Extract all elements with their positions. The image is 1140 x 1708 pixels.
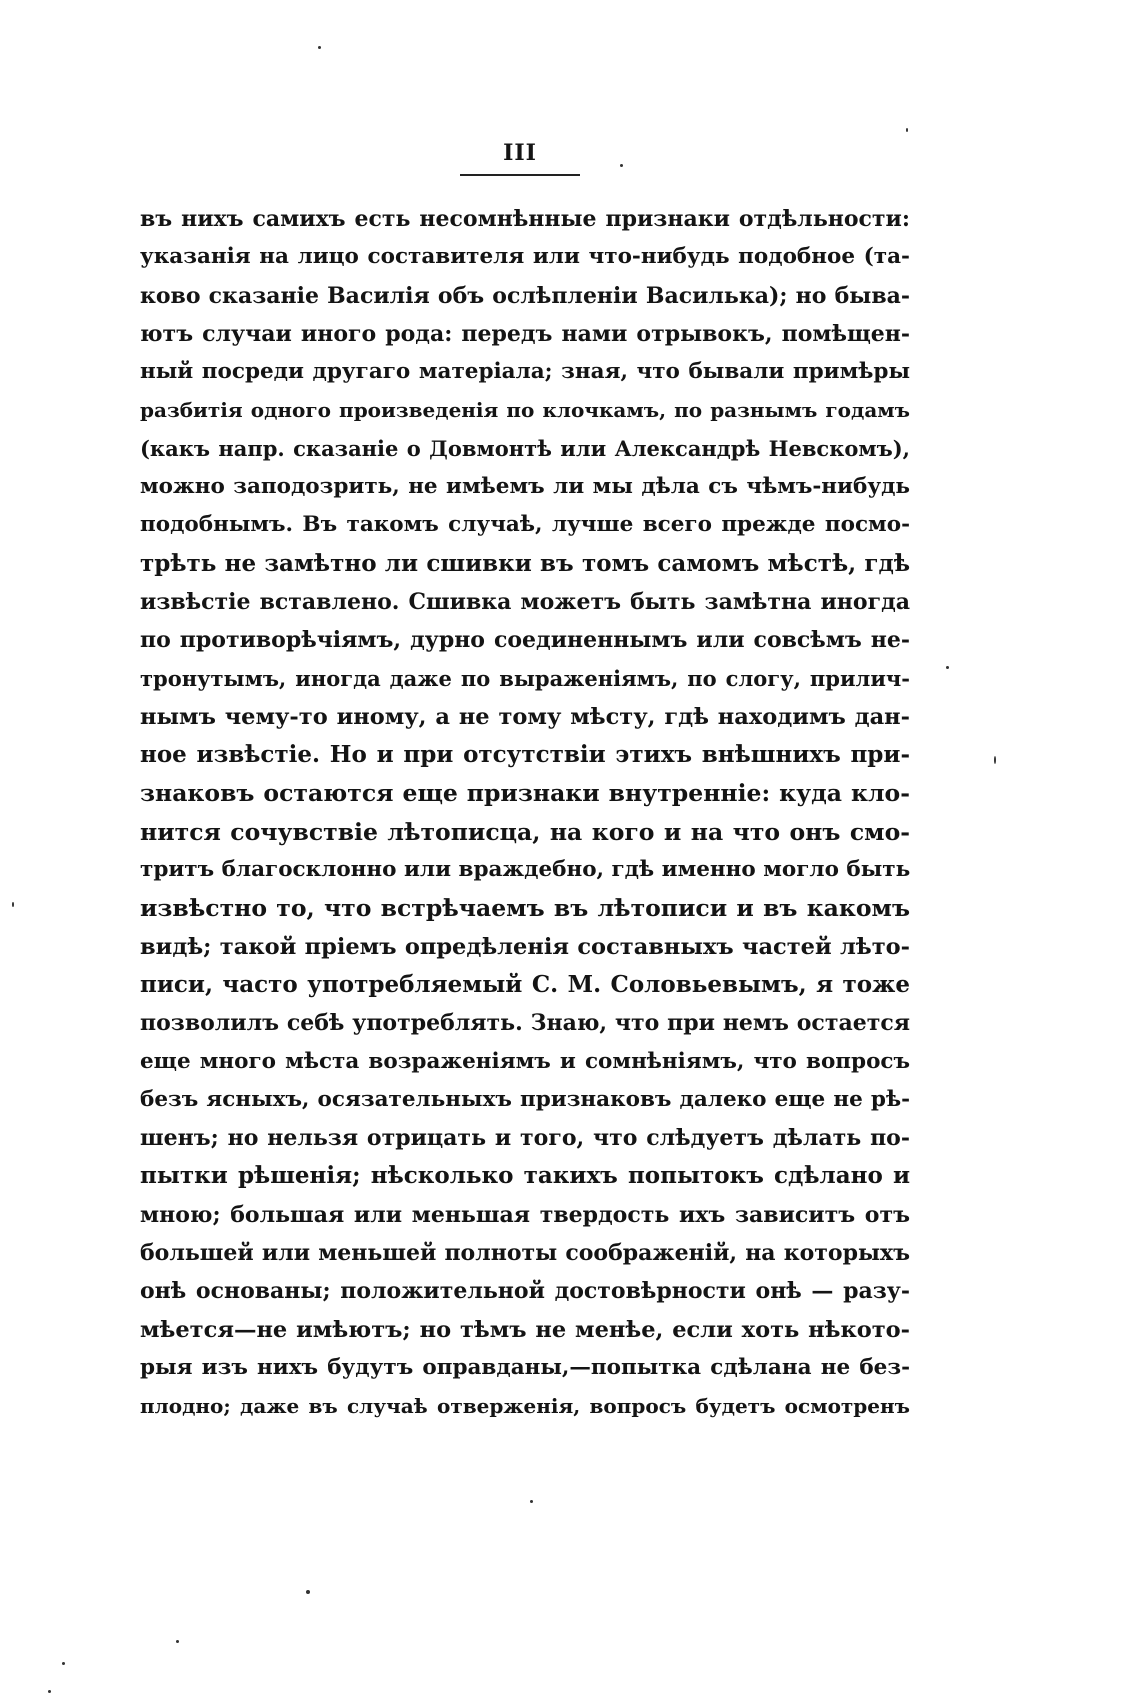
text-line: (какъ напр. сказаніе о Довмонтѣ или Александрѣ Невскомъ), — [140, 435, 910, 461]
body-text — [140, 200, 910, 1426]
text-line: тритъ благосклонно или враждебно, гдѣ именно могло быть — [140, 857, 910, 883]
text-line: большей или меньшей полноты соображеній, на которыхъ — [140, 1240, 910, 1267]
scan-speck — [994, 756, 996, 764]
scan-speck — [906, 128, 908, 132]
text-line: извѣстіе вставлено. Сшивка можетъ быть замѣтна иногда — [140, 588, 910, 615]
scan-speck — [12, 902, 14, 907]
text-line: въ нихъ самихъ есть несомнѣнные признаки отдѣльности: — [140, 206, 910, 232]
text-line: нымъ чему-то иному, а не тому мѣсту, гдѣ находимъ дан- — [140, 703, 910, 730]
text-line: рыя изъ нихъ будутъ оправданы,—попытка сдѣлана не без- — [140, 1354, 910, 1380]
text-line: мѣется—не имѣютъ; но тѣмъ не менѣе, если хоть нѣкото- — [140, 1316, 910, 1343]
text-line: шенъ; но нельзя отрицать и того, что слѣдуетъ дѣлать по- — [140, 1125, 910, 1152]
text-line: ютъ случаи иного рода: передъ нами отрывокъ, помѣщен- — [140, 320, 910, 347]
scan-speck — [306, 1590, 310, 1594]
text-line: еще много мѣста возраженіямъ и сомнѣніямъ, что вопросъ — [140, 1048, 910, 1074]
text-line: видѣ; такой пріемъ опредѣленія составныхъ частей лѣто- — [140, 933, 910, 960]
page-number: III — [503, 140, 537, 166]
text-line: мною; большая или меньшая твердость ихъ зависитъ отъ — [140, 1201, 910, 1228]
scan-speck — [946, 666, 949, 669]
text-line: позволилъ себѣ употреблять. Знаю, что при немъ остается — [140, 1010, 910, 1037]
text-line: подобнымъ. Въ такомъ случаѣ, лучше всего прежде посмо- — [140, 512, 910, 538]
text-line: писи, часто употребляемый С. М. Соловьевымъ, я тоже — [140, 970, 910, 998]
text-line: трѣть не замѣтно ли сшивки въ томъ самомъ мѣстѣ, гдѣ — [140, 549, 910, 577]
text-line: знаковъ остаются еще признаки внутренніе: куда кло- — [140, 779, 910, 808]
header-rule — [460, 174, 580, 176]
scan-speck — [318, 46, 321, 49]
scan-speck — [620, 164, 623, 167]
text-line: нится сочувствіе лѣтописца, на кого и на что онъ смо- — [140, 817, 910, 846]
text-line: ное извѣстіе. Но и при отсутствіи этихъ внѣшнихъ при- — [140, 741, 910, 769]
scan-speck — [48, 1690, 51, 1693]
scan-speck — [62, 1662, 65, 1665]
text-line: плодно; даже въ случаѣ отверженія, вопросъ будетъ осмотренъ — [140, 1394, 910, 1419]
text-line: можно заподозрить, не имѣемъ ли мы дѣла съ чѣмъ-нибудь — [140, 474, 910, 500]
scan-speck — [176, 1640, 179, 1643]
scan-speck — [530, 1500, 533, 1503]
text-line: ный посреди другаго матеріала; зная, что бывали примѣры — [140, 359, 910, 385]
text-line: онѣ основаны; положительной достовѣрности онѣ — разу- — [140, 1278, 910, 1305]
text-line: ково сказаніе Василія объ ослѣпленіи Василька); но быва- — [140, 282, 910, 309]
text-line: безъ ясныхъ, осязательныхъ признаковъ далеко еще не рѣ- — [140, 1086, 910, 1112]
text-line: разбитія одного произведенія по клочкамъ, по разнымъ годамъ — [140, 398, 910, 423]
text-line: указанія на лицо составителя или что-нибудь подобное (та- — [140, 244, 910, 270]
text-line: по противорѣчіямъ, дурно соединеннымъ или совсѣмъ не- — [140, 627, 910, 654]
text-line: пытки рѣшенія; нѣсколько такихъ попытокъ сдѣлано и — [140, 1162, 910, 1190]
text-line: извѣстно то, что встрѣчаемъ въ лѣтописи и въ какомъ — [140, 894, 910, 923]
text-line: тронутымъ, иногда даже по выраженіямъ, по слогу, прилич- — [140, 665, 910, 691]
